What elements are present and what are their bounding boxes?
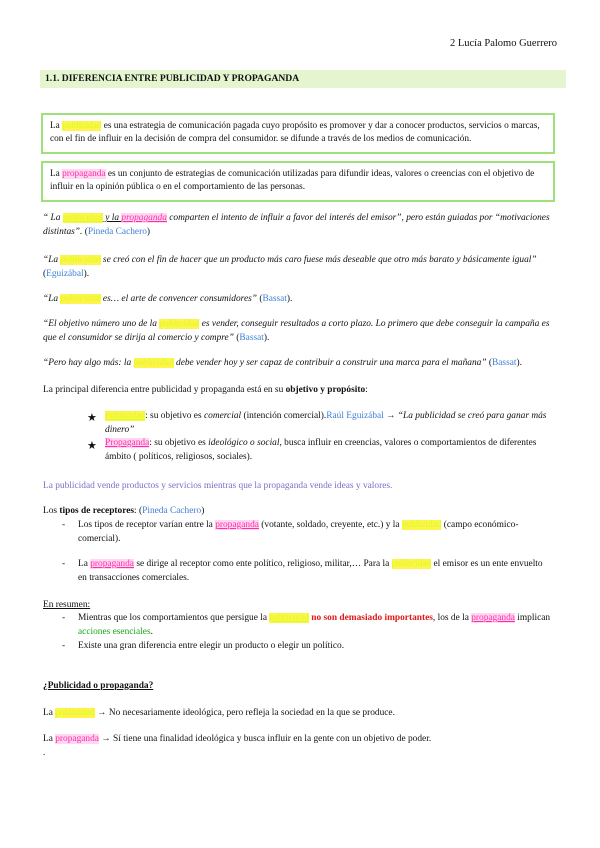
definition-box-propaganda (41, 161, 555, 202)
highlight-propaganda: propaganda (471, 613, 515, 623)
text: La (50, 169, 63, 179)
quote-bassat-2 (43, 318, 555, 345)
text: objetivo y propósito (285, 385, 366, 395)
text: : ( (134, 506, 143, 516)
author-citation: Pineda Cachero (142, 506, 202, 516)
quote-eguizabal (43, 254, 555, 281)
text: es un conjunto de estrategias de comunicación utilizadas para difundir ideas, valores o creencias con el objetivo de influir en la opinión pública o en el comportamiento de las personas. (50, 169, 535, 193)
highlight-propaganda: propaganda (121, 213, 167, 223)
text: ). (286, 294, 293, 304)
text: implican (514, 613, 551, 623)
author-citation: Eguizábal (46, 268, 84, 279)
highlight-publicidad: publicidad (60, 294, 101, 304)
main-difference (43, 384, 555, 398)
star-bullet-icon: ★ (87, 440, 97, 452)
receptor-item-2 (78, 558, 553, 585)
text: ( (43, 268, 47, 279)
author-citation: Raúl Eguizábal (326, 411, 384, 421)
quote-pineda (43, 212, 555, 239)
section-title: 1.1. DIFERENCIA ENTRE PUBLICIDAD Y PROPAGANDA (40, 70, 566, 88)
text: La (43, 708, 56, 718)
text: se creó con el fin de hacer que un producto más caro fuese más deseable que otro más barato y básicamente igual” (100, 255, 537, 265)
text: debe vender hoy y ser capaz de contribuir a construir una marca para el mañana” (173, 358, 487, 368)
summary-title: En resumen: (43, 600, 91, 610)
highlight-publicidad: publicidad (391, 559, 432, 569)
text: ( (82, 226, 88, 237)
text: Los tipos de receptor varían entre la (78, 520, 216, 530)
author-citation: Bassat (239, 332, 264, 343)
highlight-publicidad: publicidad (60, 255, 101, 265)
text: : su objetivo es (149, 438, 209, 448)
dash-bullet: - (62, 520, 66, 530)
text: comercial (203, 411, 242, 421)
text: “La (43, 255, 61, 265)
text: La (50, 121, 63, 131)
quote-bassat-1 (43, 293, 555, 307)
dash-bullet: - (62, 559, 66, 569)
text: (campo económico-comercial). (78, 520, 519, 544)
highlight-publicidad: publicidad (55, 708, 95, 718)
text: ) (146, 226, 151, 237)
receptor-item-1 (78, 519, 553, 546)
highlight-propaganda: propaganda (62, 169, 106, 179)
text: La (43, 734, 56, 744)
text: ( (256, 294, 263, 304)
text: “La publicidad se creó para ganar más dinero” (105, 411, 547, 435)
star-bullet-icon: ★ (87, 412, 97, 424)
highlight-publicidad: publicidad (159, 319, 200, 329)
text: ) (201, 506, 205, 516)
quote-bassat-3 (43, 357, 555, 371)
text: (intención comercial). (241, 411, 327, 421)
definition-box-publicidad (41, 113, 555, 154)
author-citation: Bassat (262, 294, 287, 304)
text: es una estrategia de comunicación pagada cuyo propósito es promover y dar a conocer productos, servicios o marcas, con el fin de influir en la decisión de compra del consumidor. se difunde a través de los medios de comunicación. (50, 121, 540, 145)
highlight-propaganda: Propaganda (105, 438, 150, 448)
highlight-propaganda: propaganda (55, 734, 99, 744)
author-citation: Pineda Cachero (87, 226, 147, 237)
text: “ La (43, 213, 63, 223)
highlight-publicidad: publicidad (62, 121, 102, 131)
text: La (78, 559, 91, 569)
text: tipos de receptores (59, 506, 135, 516)
text: , los de la (432, 613, 472, 623)
trailing-dot: . (43, 747, 46, 757)
text: se dirige al receptor como ente político, religioso, militar,… Para la (133, 559, 392, 569)
summary-item-1 (78, 612, 553, 639)
summary-item-2: Existe una gran diferencia entre elegir un producto o elegir un político. (78, 641, 345, 651)
text: ( (233, 332, 240, 343)
highlight-publicidad: publicidad (269, 613, 309, 623)
text: ( (486, 358, 493, 368)
text: Mientras que los comportamientos que persigue la (78, 613, 270, 623)
sells-statement: La publicidad vende productos y servicios mientras que la propaganda vende ideas y valores. (43, 481, 393, 491)
text: . (150, 626, 153, 637)
text: ideológico o social (208, 438, 280, 448)
text: ). (516, 358, 522, 368)
text: ). (83, 268, 90, 279)
text: no son demasiado importantes (308, 613, 433, 623)
text: : (365, 385, 368, 395)
text: La principal diferencia entre publicidad y propaganda está en su (43, 385, 286, 395)
question-heading: ¿Publicidad o propaganda? (43, 681, 154, 691)
text: comparten el intento de influir a favor del interés del emisor”, pero están guiadas por “motivaciones distintas”. (43, 213, 550, 237)
bullet-publicidad (105, 410, 555, 437)
text: “Pero hay algo más: la (43, 358, 134, 368)
dash-bullet: - (62, 641, 66, 651)
text: Los (43, 506, 60, 516)
highlight-propaganda: propaganda (90, 559, 134, 569)
text: → (383, 411, 398, 421)
text: (votante, soldado, creyente, etc.) y la (258, 520, 402, 530)
text: “La (43, 294, 61, 304)
receptor-types (43, 505, 555, 519)
highlight-publicidad: Publicidad (105, 411, 146, 421)
text: , busca influir en creencias, valores o comportamientos de diferentes ámbito ( políticos, religiosos, sociales). (105, 438, 537, 462)
bullet-propaganda (105, 437, 555, 464)
text: : su objetivo es (145, 411, 204, 421)
text: el emisor es un ente envuelto en transacciones comerciales. (78, 559, 543, 583)
highlight-publicidad: publicidad (133, 358, 174, 368)
text: ). (263, 332, 270, 343)
text: acciones esenciales (78, 626, 151, 637)
highlight-publicidad: publicidad (62, 213, 103, 223)
highlight-propaganda: propaganda (215, 520, 259, 530)
conclusion-publicidad (43, 707, 555, 721)
highlight-publicidad: publicidad (401, 520, 442, 530)
text: “El objetivo número uno de la (43, 319, 160, 329)
text: y la (102, 213, 122, 223)
text: → No necesariamente ideológica, pero refleja la sociedad en la que se produce. (94, 708, 395, 718)
page-header: 2 Lucía Palomo Guerrero (449, 38, 557, 49)
text: → Sí tiene una finalidad ideológica y busca influir en la gente con un objetivo de poder. (98, 734, 432, 744)
text: es… el arte de convencer consumidores” (100, 294, 257, 304)
text: es vender, conseguir resultados a corto plazo. Lo primero que debe conseguir la campaña es que el consumidor se dirija al comercio y compre” (43, 319, 550, 343)
author-citation: Bassat (492, 358, 517, 368)
conclusion-propaganda (43, 733, 555, 747)
dash-bullet: - (62, 613, 66, 623)
